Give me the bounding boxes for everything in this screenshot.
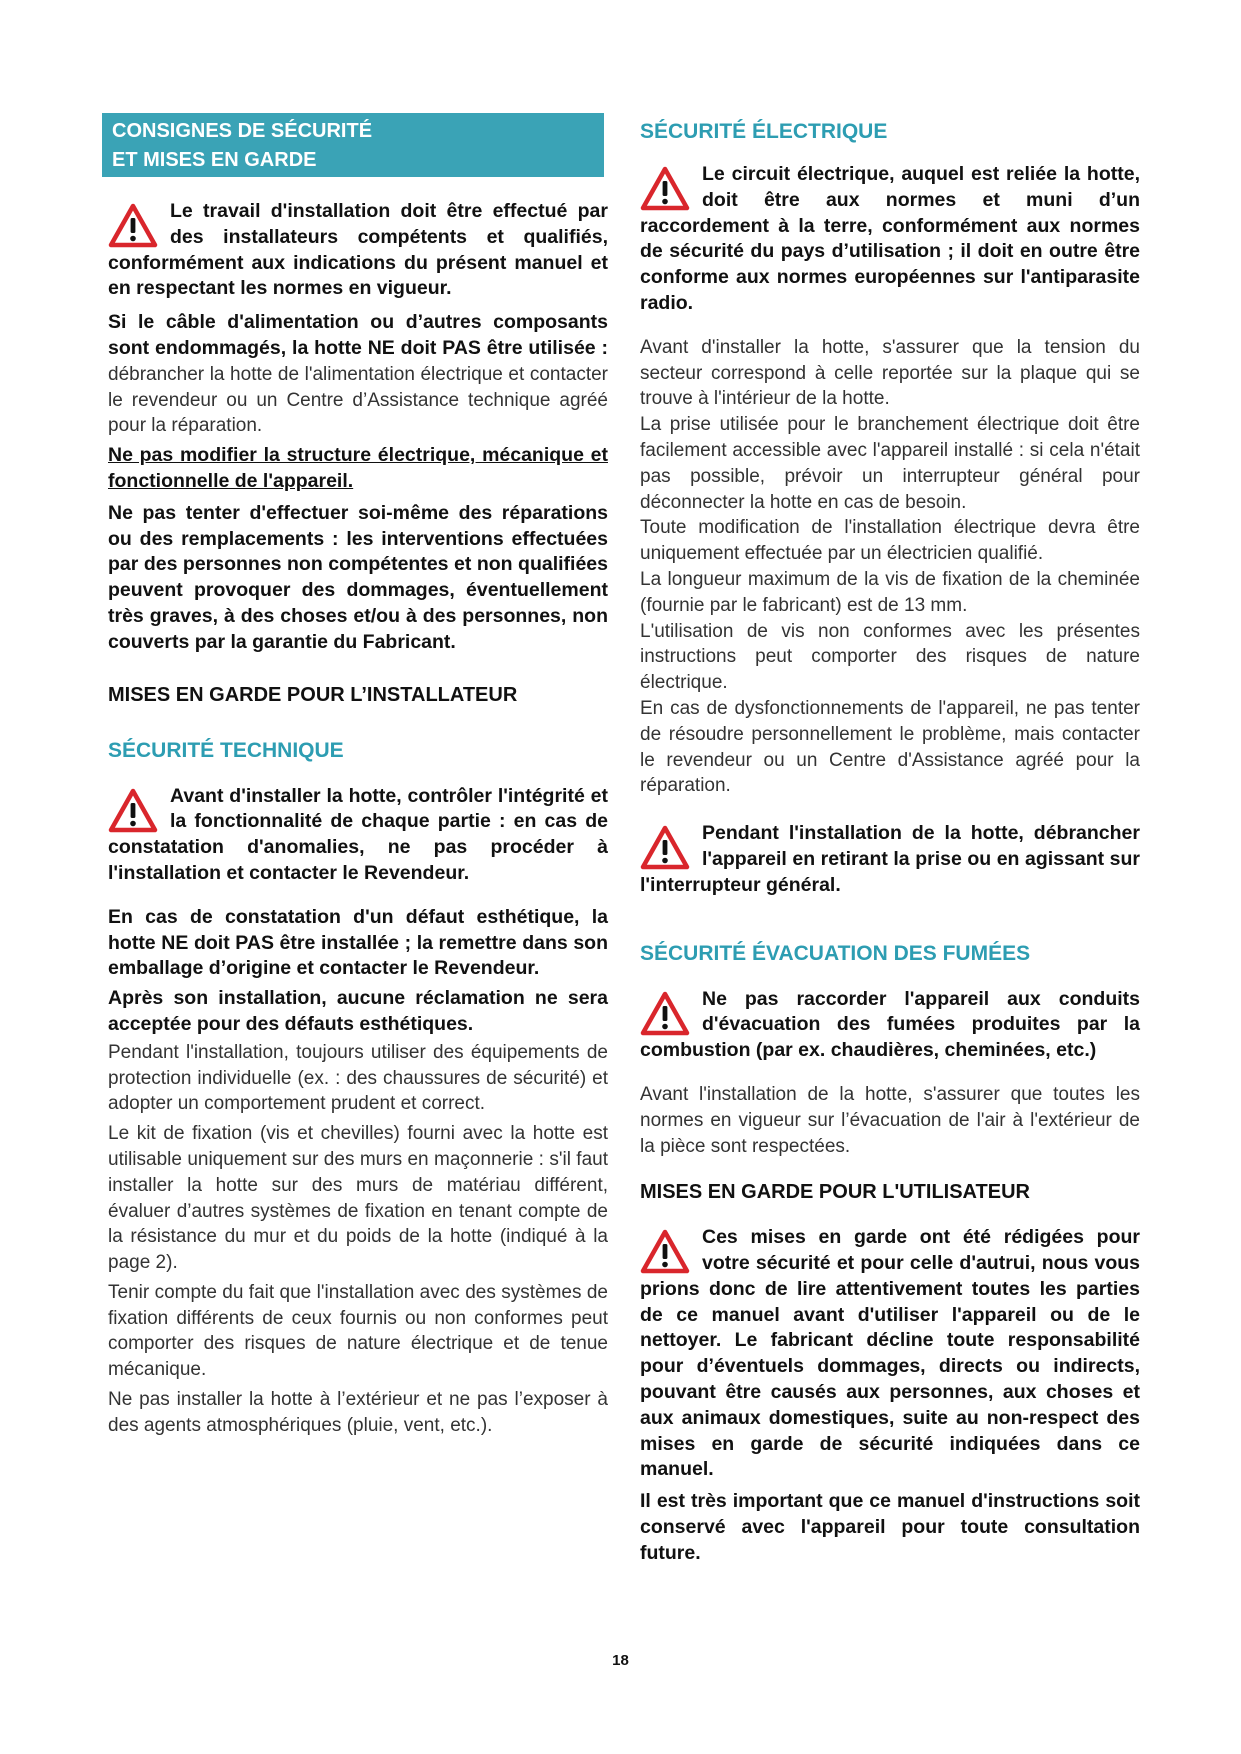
warning-triangle-icon bbox=[640, 825, 690, 871]
warning-triangle-icon bbox=[640, 991, 690, 1037]
paragraph-air-norms: Avant l'installation de la hotte, s'assurer que toutes les normes en vigueur sur l’évacuation de l'air à l'extérieur de la pièce sont respectées. bbox=[640, 1083, 1140, 1157]
paragraph-damaged-cable bbox=[108, 310, 608, 439]
heading-technical-safety: SÉCURITÉ TECHNIQUE bbox=[108, 738, 344, 762]
paragraph-outdoor: Ne pas installer la hotte à l’extérieur et ne pas l’exposer à des agents atmosphériques (pluie, vent, etc.). bbox=[108, 1389, 608, 1436]
paragraph-no-modify: Ne pas modifier la structure électrique, mécanique et fonctionnelle de l'appareil. bbox=[108, 444, 608, 492]
heading-user-warnings: MISES EN GARDE POUR L'UTILISATEUR bbox=[640, 1181, 1030, 1204]
warning-read-manual bbox=[640, 1225, 1140, 1483]
paragraph-fixing-systems: Tenir compte du fait que l'installation avec des systèmes de fixation différents de ceux fournis ou non conformes peut comporter des risques de nature électrique et de tenue mécanique. bbox=[108, 1281, 608, 1381]
heading-fumes-safety: SÉCURITÉ ÉVACUATION DES FUMÉES bbox=[640, 941, 1031, 965]
warning-text: Ne pas raccorder l'appareil aux conduits d'évacuation des fumées produites par la combustion (par ex. chaudières, cheminées, etc.) bbox=[640, 987, 1140, 1062]
warning-triangle-icon bbox=[108, 203, 158, 249]
paragraph-screw-length: La longueur maximum de la vis de fixation de la cheminée (fournie par le fabricant) est de 13 mm. bbox=[640, 568, 1140, 616]
banner-line-1: CONSIGNES DE SÉCURITÉ bbox=[112, 120, 373, 142]
left-column bbox=[108, 113, 608, 1439]
page-number: 18 bbox=[612, 1652, 629, 1669]
paragraph-keep-manual: Il est très important que ce manuel d'instructions soit conservé avec l'appareil pour toute consultation future. bbox=[640, 1490, 1140, 1564]
warning-text: Ces mises en garde ont été rédigées pour votre sécurité et pour celle d'autrui, nous vous prions donc de lire attentivement toutes les parties de ce manuel avant d'utiliser l'appareil ou de le nettoyer. Le fabricant décline toute responsabilité pour d’éventuels dommages, directs ou indirects, pouvant être causés aux personnes, aux choses et aux animaux domestiques, suite au non-respect des mises en garde de sécurité indiquées dans ce manuel. bbox=[640, 1226, 1140, 1481]
warning-text: Le travail d'installation doit être effectué par des installateurs compétents et qualifiés, conformément aux indications du présent manuel et en respectant les normes en vigueur. bbox=[108, 200, 608, 300]
paragraph-light-part: débrancher la hotte de l'alimentation électrique et contacter le revendeur ou un Centre d’Assistance technique agréé pour la réparation. bbox=[108, 363, 608, 437]
warning-triangle-icon bbox=[640, 166, 690, 212]
paragraph-aesthetic-defect: En cas de constatation d'un défaut esthétique, la hotte NE doit PAS être installée ; la remettre dans son emballage d’origine et contacter le Revendeur. bbox=[108, 905, 608, 980]
warning-flue bbox=[640, 987, 1140, 1064]
paragraph-plug: La prise utilisée pour le branchement électrique doit être facilement accessible avec l'appareil installé : si cela n'était pas possible, prévoir un interrupteur général pour déconnecter la hotte en cas de besoin. bbox=[640, 414, 1140, 513]
paragraph-fixing-kit: Le kit de fixation (vis et chevilles) fourni avec la hotte est utilisable uniquement sur des murs en maçonnerie : s'il faut installer la hotte sur des murs de matériau différent, évaluer d’autres systèmes de fixation en tenant compte de la résistance du mur et du poids de la hotte (indiqué à la page 2). bbox=[108, 1123, 608, 1274]
paragraph-after-installation: Après son installation, aucune réclamation ne sera acceptée pour des défauts esthétiques. bbox=[108, 987, 608, 1035]
warning-triangle-icon bbox=[108, 788, 158, 834]
warning-text: Pendant l'installation de la hotte, débrancher l'appareil en retirant la prise ou en agissant sur l'interrupteur général. bbox=[640, 822, 1140, 896]
warning-triangle-icon bbox=[640, 1229, 690, 1275]
warning-text: Le circuit électrique, auquel est reliée la hotte, doit être aux normes et muni d’un raccordement à la terre, conformément aux normes de sécurité du pays d’utilisation ; il doit en outre être conforme aux normes européennes sur l'antiparasite radio. bbox=[640, 163, 1140, 314]
banner-line-2: ET MISES EN GARDE bbox=[112, 149, 317, 171]
paragraph-protective-equipment: Pendant l'installation, toujours utiliser des équipements de protection individuelle (ex. : des chaussures de sécurité) et adopter un comportement prudent et correct. bbox=[108, 1041, 608, 1115]
warning-check-parts bbox=[108, 784, 608, 887]
warning-unplug bbox=[640, 821, 1140, 898]
paragraph-electrician: Toute modification de l'installation électrique devra être uniquement effectuée par un électricien qualifié. bbox=[640, 517, 1140, 565]
heading-electrical-safety: SÉCURITÉ ÉLECTRIQUE bbox=[640, 120, 888, 143]
heading-installer-warnings: MISES EN GARDE POUR L’INSTALLATEUR bbox=[108, 683, 518, 706]
paragraph-bold-part: Si le câble d'alimentation ou d’autres composants sont endommagés, la hotte NE doit PAS être utilisée : bbox=[108, 311, 608, 359]
warning-electrical-circuit bbox=[640, 162, 1140, 317]
paragraph-voltage: Avant d'installer la hotte, s'assurer que la tension du secteur correspond à celle reportée sur la plaque qui se trouve à l'intérieur de la hotte. bbox=[640, 336, 1140, 410]
warning-text: Avant d'installer la hotte, contrôler l'intégrité et la fonctionnalité de chaque partie : en cas de constatation d'anomalies, ne pas procéder à l'installation et contacter le Revendeur. bbox=[108, 784, 608, 884]
warning-installers bbox=[108, 199, 608, 302]
paragraph-non-conform-screws: L'utilisation de vis non conformes avec les présentes instructions peut comporter des risques de nature électrique. bbox=[640, 620, 1140, 694]
paragraph-no-repairs: Ne pas tenter d'effectuer soi-même des réparations ou des remplacements : les interventions effectuées par des personnes non compétentes et non qualifiées peuvent provoquer des dommages, éventuellement très graves, à des choses et/ou à des personnes, non couverts par la garantie du Fabricant. bbox=[108, 501, 608, 653]
paragraph-malfunction: En cas de dysfonctionnements de l'appareil, ne pas tenter de résoudre personnellement le problème, mais contacter le revendeur ou un Centre d'Assistance agréé pour la réparation. bbox=[640, 697, 1140, 797]
section-banner bbox=[102, 113, 604, 177]
right-column bbox=[640, 113, 1140, 1567]
